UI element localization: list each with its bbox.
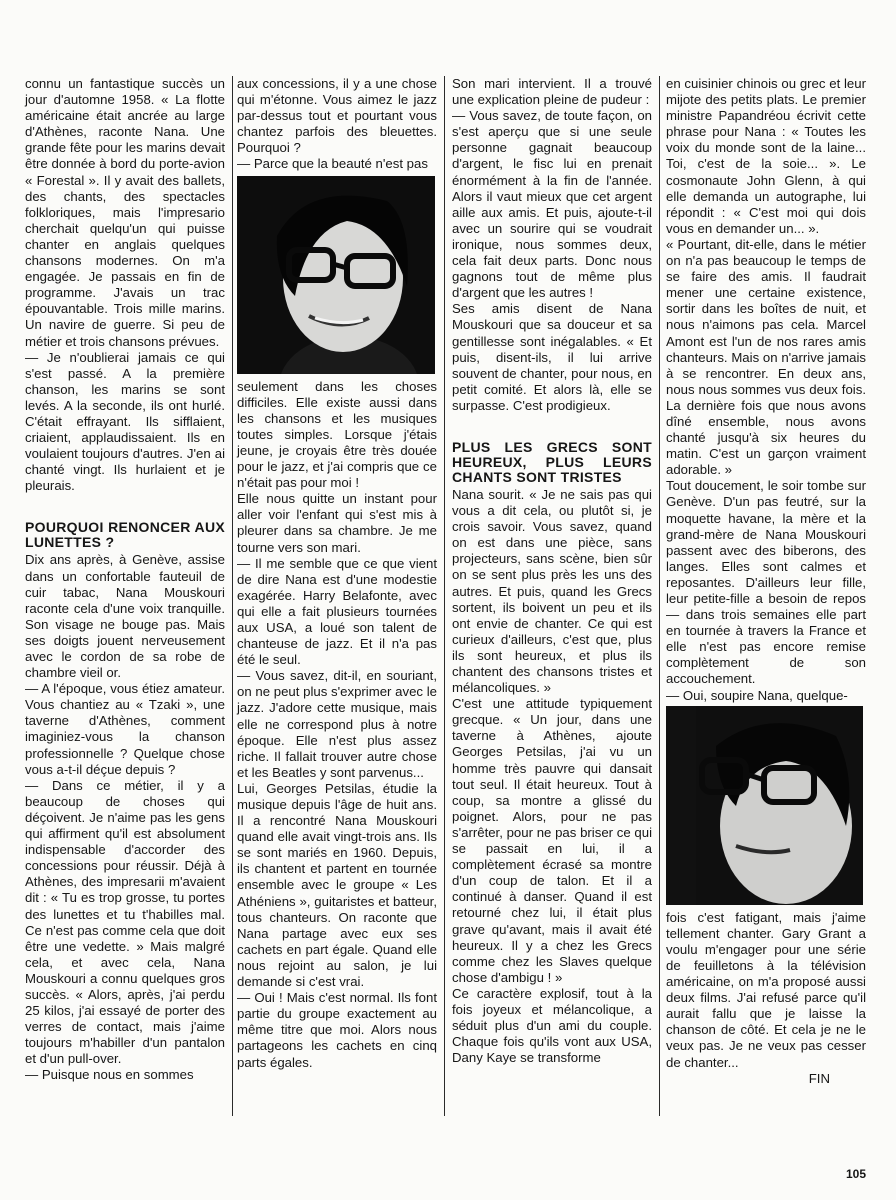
paragraph: fois c'est fatigant, mais j'aime tellement chanter. Gary Grant a voulu m'engager pour une série de feuilletons à la télévision américaine, on m'a proposé aussi deux films. J'ai refusé parce qu'il aurait fallu que je laisse la chanson de côté. Et cela je ne le veux pas. Je ne veux pas cesser de chanter... [666,909,866,1070]
column-divider [444,76,445,1116]
paragraph: Elle nous quitte un instant pour aller voir l'enfant qui s'est mis à pleurer dans sa chambre. Je me tourne vers son mari. [237,491,437,555]
article-column-1 [25,76,225,1084]
paragraph: — Vous savez, de toute façon, on s'est aperçu que si une seule personne gagnait beaucoup d'argent, le fisc lui en prenait énormément à la fin de l'année. Alors il vaut mieux que cet argent aille aux amis. Et puis, ajoute-t-il avec un sourire qui se voudrait ironique, nous sommes deux, cela fait deux parts. Donc nous gagnons tout de même plus d'argent que les autres ! [452,108,652,301]
article-column-4 [666,76,866,1087]
paragraph: « Pourtant, dit-elle, dans le métier on n'a pas beaucoup le temps de se faire des amis. Il faudrait mener une certaine existence, sortir dans les boîtes de nuit, et nous n'aimons pas cela. Marcel Amont est l'un de nos rares amis chanteurs. Mais on n'arrive jamais à se rencontrer. En deux ans, nous nous sommes vus deux fois. La dernière fois que nous avons dîné ensemble, nous avons chanté jusqu'à six heures du matin. C'est un garçon vraiment adorable. » [666,236,866,478]
paragraph: — Parce que la beauté n'est pas [237,156,428,172]
paragraph: — Puisque nous en sommes [25,1067,194,1083]
paragraph: — Oui ! Mais c'est normal. Ils font partie du groupe exactement au même titre que moi. Alors nous partageons les cachets en cinq parts égales. [237,990,437,1070]
column-divider [232,76,233,1116]
paragraph: Nana sourit. « Je ne sais pas qui vous a dit cela, ou plutôt si, je crois savoir. Vous savez, quand on est dans une pièce, sans projecteurs, sans scène, bien sûr on se sent plus près les uns des autres. Et puis, quand les Grecs sortent, ils boivent un peu et ils ont envie de chanter. Ce qui est curieux d'ailleurs, c'est que, plus ils sont heureux, et plus ils chantent des chansons tristes et mélancoliques. » [452,486,652,696]
paragraph: — Dans ce métier, il y a beaucoup de choses qui déçoivent. Je n'aime pas les gens qui affirment qu'il est absolument indispensable d'accorder des concessions pour réussir. Déjà à Athènes, des impresarii m'avaient dit : « Tu es trop grosse, tu portes des lunettes et tu t'habilles mal. Ce n'est pas comme cela que doit être une vedette. » Mais malgré cela, et avec cela, Nana Mouskouri a connu quelques gros succès. « Alors, après, j'ai perdu 25 kilos, j'ai essayé de porter des verres de contact, mais j'aime toujours m'habiller d'un pantalon et d'un pull-over. [25,777,225,1067]
paragraph: — Oui, soupire Nana, quelque- [666,687,848,703]
paragraph: connu un fantastique succès un jour d'automne 1958. « La flotte américaine était ancrée au large d'Athènes, raconte Nana. Une grande fête pour les marins devait être donnée à bord du porte-avion « Forestal ». Il y avait des ballets, des chants, des spectacles folkloriques, mais l'impresario cherchait quelqu'un qui puisse chanter en anglais quelques chansons modernes. On m'a engagée. Je passais en fin de programme. J'avais un trac épouvantable. Trois mille marins. Un navire de guerre. Si peu de métier et trois chansons prévues. [25,76,225,349]
article-column-3 [452,76,652,1066]
section-heading: PLUS LES GRECS SONT HEUREUX, PLUS LEURS CHANTS SONT TRISTES [452,438,652,485]
end-marker: FIN [808,1070,830,1086]
paragraph: en cuisinier chinois ou grec et leur mijote des petits plats. Le premier ministre Papandréou écrivit cette phrase pour Nana : « Toutes les voix du monde sont de la laine... Toi, c'est de la soie... ». Le cosmonaute John Glenn, à qui elle demanda un autographe, lui répondit : « C'est moi qui dois vous en demander un... ». [666,76,866,236]
paragraph: Dix ans après, à Genève, assise dans un confortable fauteuil de cuir tabac, Nana Mouskouri raconte cela d'une voix tranquille. Son visage ne bouge pas. Mais ses doigts jouent nerveusement avec le cordon de sa robe de chambre vieil or. [25,552,225,681]
portrait-photo [237,176,435,374]
paragraph: — Je n'oublierai jamais ce qui s'est passé. A la première chanson, les marins se sont levés. A la seconde, ils ont hurlé. C'était effrayant. Ils sifflaient, criaient, applaudissaient. Ils en voulaient toujours d'autres. J'en ai chanté vingt. Ils hurlaient et je pleurais. [25,349,225,494]
paragraph: seulement dans les choses difficiles. Elle existe aussi dans les chansons et les musiques toutes simples. Lorsque j'étais jeune, je croyais être très douée pour le jazz, et j'ai compris que ce n'était pas pour moi ! [237,378,437,491]
paragraph: — Il me semble que ce que vient de dire Nana est d'une modestie exagérée. Harry Belafonte, avec qui elle a fait plusieurs tournées aux USA, a loué son talent de chanteuse de jazz. Et il n'a pas été le seul. [237,555,437,668]
paragraph: — Vous savez, dit-il, en souriant, on ne peut plus s'exprimer avec le jazz. J'adore cette musique, mais elle ne correspond plus à notre époque. Elle n'est plus assez riche. Il fallait trouver autre chose et les Beatles y sont parvenus... [237,668,437,780]
portrait-photo [666,706,863,905]
paragraph: C'est une attitude typiquement grecque. « Un jour, dans une taverne à Athènes, ajoute Georges Petsilas, j'ai vu un homme très pauvre qui dansait tout seul. Il était heureux. Tout à coup, sa montre a glissé du poignet. Alors, pour ne pas s'arrêter, pour ne pas briser ce qui se passait en lui, il a complètement écrasé sa montre d'un coup de talon. Et il a continué à danser. Quand il est retourné chez lui, il était plus grave qu'avant, mais il avait été heureux. Il y a chez les Grecs comme chez les Slaves quelque chose d'ambigu ! » [452,696,652,985]
paragraph: Lui, Georges Petsilas, étudie la musique depuis l'âge de huit ans. Il a rencontré Nana Mouskouri quand elle avait vingt-trois ans. Ils se sont mariés en 1960. Depuis, ils chantent et partent en tournée ensemble avec le groupe « Les Athéniens », guitaristes et batteur, tous chanteurs. On raconte que Nana partage avec eux ses cachets en part égale. Quand elle nous rejoint au salon, je lui demande si c'est vrai. [237,780,437,990]
article-column-2 [237,76,437,1071]
paragraph: — A l'époque, vous étiez amateur. Vous chantiez au « Tzaki », une taverne d'Athènes, comment imaginiez-vous la chanson professionnelle ? Quelque chose vous a-t-il déçue depuis ? [25,681,225,777]
paragraph: Son mari intervient. Il a trouvé une explication pleine de pudeur : [452,76,652,108]
column-divider [659,76,660,1116]
portrait-photo-image [666,706,863,905]
section-heading: POURQUOI RENONCER AUX LUNETTES ? [25,519,225,551]
paragraph: Tout doucement, le soir tombe sur Genève. D'un pas feutré, sur la moquette havane, la mère et la grand-mère de Nana Mouskouri passent avec des biberons, des langes. Elles sont calmes et reposantes. D'ailleurs leur fille, leur petite-fille a besoin de repos — dans trois semaines elle part en tournée à travers la France et elle n'est pas encore remise complètement de son accouchement. [666,478,866,687]
page-number: 105 [845,1167,866,1181]
paragraph: aux concessions, il y a une chose qui m'étonne. Vous aimez le jazz par-dessus tout et pourtant vous chantez parfois des bleuettes. Pourquoi ? [237,76,437,156]
paragraph: Ce caractère explosif, tout à la fois joyeux et mélancolique, a séduit plus d'un ami du couple. Chaque fois qu'ils vont aux USA, Dany Kaye se transforme [452,985,652,1066]
portrait-photo-image [237,176,435,374]
paragraph: Ses amis disent de Nana Mouskouri que sa douceur et sa gentillesse sont inégalables. « Et puis, disent-ils, il lui arrive souvent de chanter, pour nous, en petit comité. Et alors là, elle se surpasse. C'est prodigieux. [452,301,652,413]
